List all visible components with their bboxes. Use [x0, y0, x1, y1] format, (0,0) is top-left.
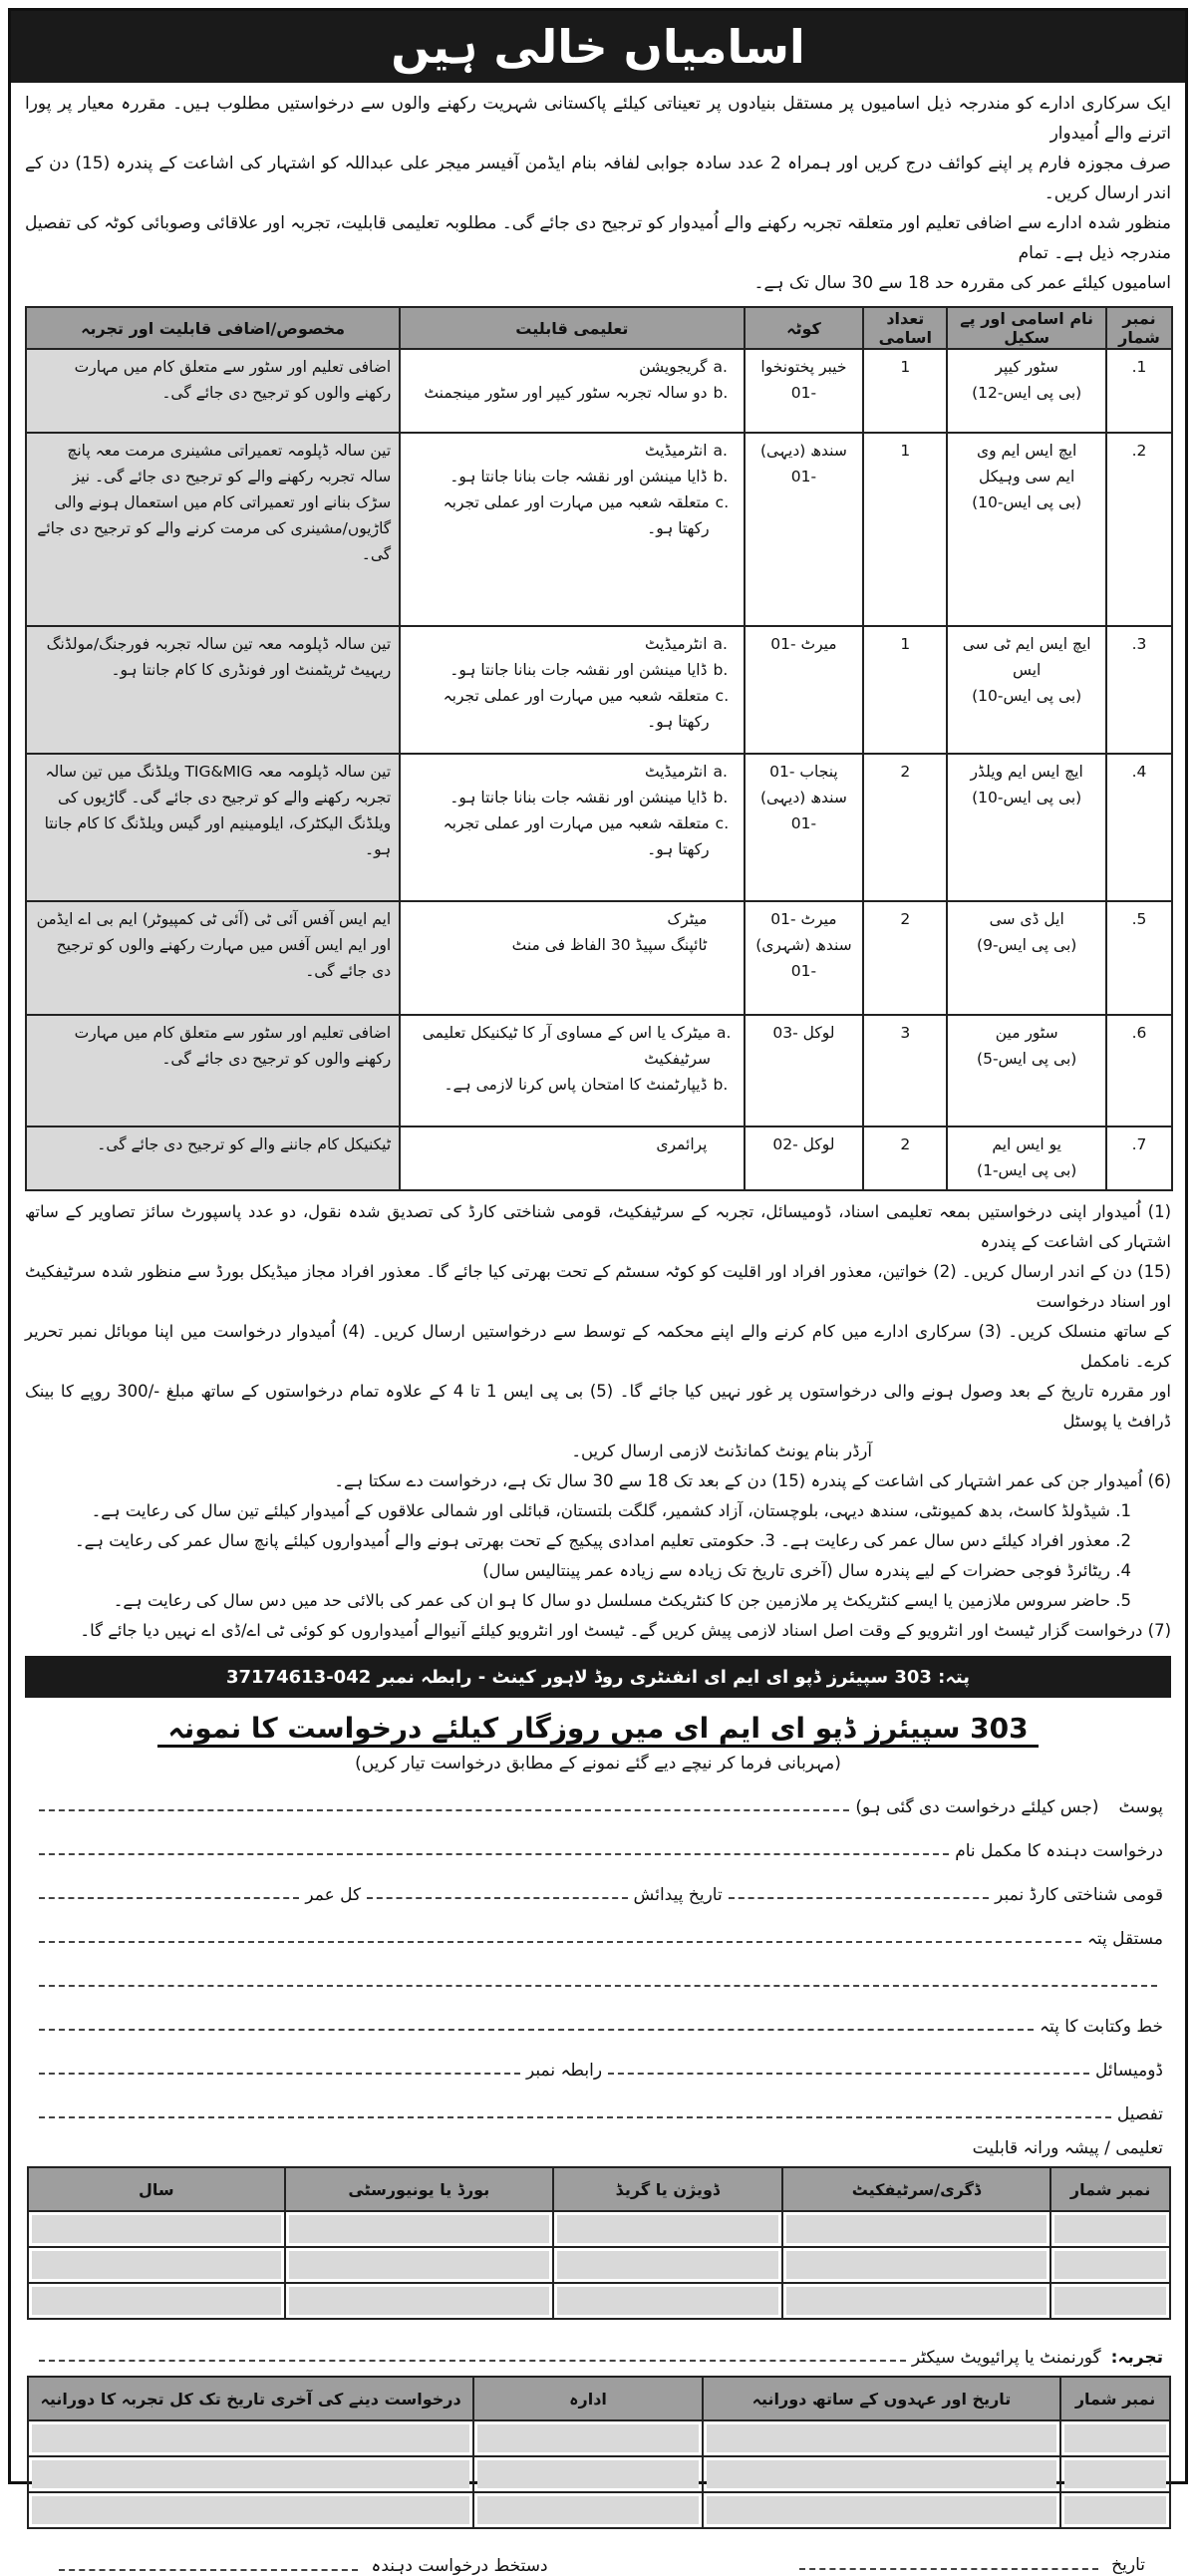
qualification-item — [409, 354, 735, 380]
form-title — [11, 1712, 1185, 1745]
post-line: (بی پی ایس-12) — [972, 384, 1082, 402]
entry-shade — [1054, 2215, 1166, 2243]
intro-text — [11, 83, 1185, 298]
qualification-item — [409, 810, 735, 862]
post-cell — [947, 901, 1106, 1015]
entry-cell[interactable] — [553, 2247, 782, 2283]
item-letter: b. — [713, 789, 729, 806]
post-line: (بی پی ایس-9) — [977, 936, 1077, 954]
serial-cell: 3. — [1106, 626, 1172, 754]
item-letter: b. — [713, 1076, 729, 1094]
entry-cell[interactable] — [28, 2211, 285, 2247]
post-line: سٹور مین — [995, 1024, 1058, 1042]
item-text: دو سالہ تجربہ سٹور کیپر اور سٹور مینجمنٹ — [424, 384, 708, 402]
education-header-row — [28, 2167, 1170, 2211]
education-body — [28, 2211, 1170, 2319]
entry-shade — [477, 2496, 699, 2524]
address-bar — [25, 1656, 1171, 1698]
table-row — [28, 2492, 1170, 2528]
postal-input-line[interactable] — [39, 2029, 1034, 2031]
entry-cell[interactable] — [28, 2420, 473, 2456]
entry-shade — [1064, 2460, 1166, 2488]
item-letter — [714, 906, 736, 932]
permanent-input-line[interactable] — [39, 1941, 1081, 1943]
item-letter: b. — [713, 468, 729, 485]
quota-line: پنجاب -01 — [769, 763, 838, 781]
exp-col-serial: نمبر شمار — [1060, 2377, 1170, 2420]
qualification-cell — [400, 1015, 744, 1127]
qualification-cell — [400, 626, 744, 754]
entry-cell[interactable] — [1050, 2247, 1170, 2283]
item-letter: a. — [713, 442, 728, 460]
qualification-cell — [400, 1127, 744, 1190]
qualification-item — [409, 785, 735, 810]
entry-shade — [32, 2215, 281, 2243]
age-label: کل عمر — [305, 1885, 362, 1905]
edu-col-serial: نمبر شمار — [1050, 2167, 1170, 2211]
domicile-label: ڈومیسائل — [1095, 2061, 1163, 2081]
experience-cell: اضافی تعلیم اور سٹور سے متعلق کام میں مہارت رکھنے والوں کو ترجیح دی جائے گی۔ — [26, 349, 400, 433]
table-row — [26, 433, 1172, 626]
post-line: (بی پی ایس-5) — [977, 1050, 1077, 1068]
signature-input-line[interactable] — [59, 2569, 358, 2571]
permanent-input-line-2[interactable] — [39, 1985, 1157, 1987]
dob-input-line[interactable] — [367, 1897, 627, 1899]
count-cell: 2 — [863, 901, 947, 1015]
table-row — [26, 1127, 1172, 1190]
entry-cell[interactable] — [782, 2283, 1051, 2319]
item-letter: c. — [715, 814, 730, 832]
entry-cell[interactable] — [553, 2211, 782, 2247]
item-text: ڈایا مینشن اور نقشہ جات بنانا جانتا ہو۔ — [449, 468, 708, 485]
entry-cell[interactable] — [1060, 2456, 1170, 2492]
qualification-item — [409, 1072, 735, 1098]
entry-cell[interactable] — [285, 2247, 554, 2283]
qualification-item — [409, 1020, 735, 1072]
count-cell: 2 — [863, 1127, 947, 1190]
cnic-label: قومی شناختی کارڈ نمبر — [995, 1885, 1163, 1905]
experience-cell: تین سالہ ڈپلومہ معہ تین سالہ تجربہ فورجنگ/مولڈنگ ریہیٹ ٹریٹمنٹ اور فونڈری کا کام جانتا ہو۔ — [26, 626, 400, 754]
exp-col-org: ادارہ — [473, 2377, 703, 2420]
qualification-item — [409, 657, 735, 683]
age-relax-item: 5. حاضر سروس ملازمین یا ایسے کنٹریکٹ پر ملازمین جن کا کنٹریکٹ مسلسل دو سال کا ہو ان کی عمر کی بالائی حد میں دس سال کی رعایت ہے۔ — [113, 1591, 1131, 1610]
serial-cell: 2. — [1106, 433, 1172, 626]
quota-line: سندھ (دیہی) -01 — [759, 789, 847, 832]
qualification-item — [409, 380, 735, 406]
post-line: ایل ڈی سی — [989, 910, 1064, 928]
table-row — [26, 754, 1172, 901]
item-text: ڈایا مینشن اور نقشہ جات بنانا جانتا ہو۔ — [449, 661, 708, 679]
edu-col-year: سال — [28, 2167, 285, 2211]
instruction-line: (15) دن کے اندر ارسال کریں۔ (2) خواتین، معذور افراد اور اقلیت کو کوٹہ سسٹم کے تحت بھرتی کیا جائے گا۔ معذور افراد مجاز میڈیکل بورڈ سے منظور شدہ سرٹیفکیٹ اور اسناد درخواست — [25, 1262, 1171, 1311]
post-cell — [947, 1127, 1106, 1190]
exp-col-total: درخواست دینے کی آخری تاریخ تک کل تجربہ کا دورانیہ — [28, 2377, 473, 2420]
item-text: متعلقہ شعبہ میں مہارت اور عملی تجربہ رکھتا ہو۔ — [443, 493, 710, 537]
table-row — [28, 2211, 1170, 2247]
address-text: پتہ: 303 سپیئرز ڈپو ای ایم ای انفنٹری روڈ لاہور کینٹ - رابطہ نمبر 042-37174613 — [225, 1666, 971, 1688]
entry-shade — [1054, 2251, 1166, 2279]
quota-cell — [745, 626, 864, 754]
qualification-item — [409, 489, 735, 541]
quota-cell — [745, 433, 864, 626]
post-line: سٹور کیپر — [995, 358, 1058, 376]
post-line: (بی پی ایس-1) — [977, 1161, 1077, 1179]
qualification-item — [409, 1131, 735, 1157]
post-hint: (جس کیلئے درخواست دی گئی ہو) — [855, 1797, 1099, 1817]
table-row — [26, 901, 1172, 1015]
age-relax-item: 2. معذور افراد کیلئے دس سال عمر کی رعایت ہے۔ 3. حکومتی تعلیم امدادی پیکیج کے تحت بھرتی ہونے والے اُمیدواروں کیلئے پانچ سال عمر کی رعایت ہے۔ — [74, 1531, 1131, 1550]
experience-cell: اضافی تعلیم اور سٹور سے متعلق کام میں مہارت رکھنے والوں کو ترجیح دی جائے گی۔ — [26, 1015, 400, 1127]
field-blank — [11, 1949, 1185, 1993]
entry-shade — [1064, 2496, 1166, 2524]
quota-line: سندھ (شہری) -01 — [755, 936, 852, 980]
quota-line: میرٹ -01 — [770, 635, 837, 653]
vacancies-table — [25, 306, 1173, 1191]
item-text: گریجویشن — [639, 358, 708, 376]
experience-label: تجربہ: — [1110, 2348, 1163, 2368]
entry-cell[interactable] — [782, 2211, 1051, 2247]
entry-shade — [557, 2215, 778, 2243]
age-note: (6) اُمیدوار جن کی عمر اشتہار کی اشاعت کے پندرہ (15) دن کے بعد تک 18 سے 30 سال تک ہے، درخواست دے سکتا ہے۔ — [334, 1471, 1171, 1490]
entry-shade — [289, 2251, 550, 2279]
post-line: (بی پی ایس-10) — [972, 789, 1082, 806]
experience-sector: گورنمنٹ یا پرائیویٹ سیکٹر — [911, 2348, 1101, 2368]
entry-shade — [1054, 2287, 1166, 2315]
education-table — [27, 2166, 1171, 2320]
field-domicile-row — [11, 2037, 1185, 2081]
entry-cell[interactable] — [28, 2247, 285, 2283]
post-cell — [947, 754, 1106, 901]
quota-line: سندھ (دیہی) -01 — [759, 442, 847, 485]
banner-title: اسامیاں خالی ہیں — [391, 20, 805, 74]
post-line: (بی پی ایس-10) — [972, 687, 1082, 705]
serial-cell: 7. — [1106, 1127, 1172, 1190]
field-permanent — [11, 1905, 1185, 1949]
entry-shade — [1064, 2424, 1166, 2452]
test-note: (7) درخواست گزار ٹیسٹ اور انٹرویو کے وقت اصل اسناد لازمی پیش کریں گے۔ ٹیسٹ اور انٹرویو کیلئے آنیوالے اُمیدواروں کو کوئی ٹی اے/ڈی اے نہیں دیا جائے گا۔ — [80, 1621, 1171, 1640]
col-experience: مخصوص/اضافی قابلیت اور تجربہ — [26, 307, 400, 349]
item-text: ٹائپنگ سپیڈ 30 الفاظ فی منٹ — [511, 936, 708, 954]
entry-shade — [477, 2424, 699, 2452]
experience-cell: تین سالہ ڈپلومہ معہ TIG&MIG ویلڈنگ میں تین سالہ تجربہ رکھنے والے کو ترجیح دی جائے گی۔ گاڑیوں کی ویلڈنگ الیکٹرک، ایلومینیم اور گیس ویلڈنگ کا کام جانتا ہو۔ — [26, 754, 400, 901]
entry-cell[interactable] — [1060, 2420, 1170, 2456]
post-line: ایچ ایس ایم ٹی سی ایس — [962, 635, 1091, 679]
exp-col-period: تاریخ اور عہدوں کے ساتھ دورانیہ — [703, 2377, 1060, 2420]
table-row — [28, 2420, 1170, 2456]
entry-shade — [32, 2287, 281, 2315]
entry-cell[interactable] — [473, 2456, 703, 2492]
table-row — [26, 349, 1172, 433]
entry-shade — [289, 2287, 550, 2315]
experience-sector-line[interactable] — [39, 2360, 906, 2362]
edu-col-division: ڈویژن یا گریڈ — [553, 2167, 782, 2211]
entry-shade — [32, 2251, 281, 2279]
item-text: انٹرمیڈیٹ — [645, 442, 708, 460]
age-input-line[interactable] — [39, 1897, 299, 1899]
entry-shade — [786, 2251, 1047, 2279]
field-name — [11, 1817, 1185, 1861]
quota-line: لوکل -02 — [772, 1135, 835, 1153]
entry-cell[interactable] — [703, 2420, 1060, 2456]
details-label: تفصیل — [1116, 2104, 1163, 2124]
quota-cell — [745, 901, 864, 1015]
col-post: نام اسامی اور پے سکیل — [947, 307, 1106, 349]
age-relax-item: 4. ریٹائرڈ فوجی حضرات کے لیے پندرہ سال (آخری تاریخ تک زیادہ سے زیادہ عمر پینتالیس سال) — [482, 1561, 1131, 1580]
serial-cell: 4. — [1106, 754, 1172, 901]
post-line: ایچ ایس ایم وی — [977, 442, 1077, 460]
entry-cell[interactable] — [703, 2456, 1060, 2492]
experience-cell: ٹیکنیکل کام جاننے والے کو ترجیح دی جائے گی۔ — [26, 1127, 400, 1190]
table-header-row — [26, 307, 1172, 349]
entry-shade — [477, 2460, 699, 2488]
entry-shade — [557, 2287, 778, 2315]
count-cell: 3 — [863, 1015, 947, 1127]
qualification-label: تعلیمی / پیشہ ورانہ قابلیت — [972, 2138, 1163, 2158]
post-line: (بی پی ایس-10) — [972, 493, 1082, 511]
dob-label: تاریخ پیدائش — [633, 1885, 723, 1905]
post-input-line[interactable] — [39, 1809, 849, 1811]
entry-cell[interactable] — [1050, 2283, 1170, 2319]
qualification-item — [409, 906, 735, 932]
serial-cell: 6. — [1106, 1015, 1172, 1127]
entry-cell[interactable] — [553, 2283, 782, 2319]
permanent-label: مستقل پتہ — [1086, 1929, 1163, 1949]
intro-line: صرف مجوزہ فارم پر اپنے کوائف درج کریں اور ہمراہ 2 عدد سادہ جوابی لفافہ بنام ایڈمن آفیسر میجر علی عبداللہ کو اشتہار کی اشاعت کے پندرہ (15) دن کے اندر ارسال کریں۔ — [25, 154, 1171, 203]
field-qualification — [11, 2124, 1185, 2158]
item-text: انٹرمیڈیٹ — [645, 763, 708, 781]
col-serial: نمبر شمار — [1106, 307, 1172, 349]
form-title-text: 303 سپیئرز ڈپو ای ایم ای میں روزگار کیلئے درخواست کا نمونہ — [157, 1712, 1038, 1748]
experience-cell: ایم ایس آفس آئی ٹی (آئی ٹی کمپیوٹر) ایم بی اے ایڈمن اور ایم ایس آفس میں مہارت رکھنے والوں کو ترجیح دی جائے گی۔ — [26, 901, 400, 1015]
entry-shade — [786, 2215, 1047, 2243]
experience-cell: تین سالہ ڈپلومہ تعمیراتی مشینری مرمت معہ پانچ سالہ تجربہ رکھنے والے کو ترجیح دی جائے گی۔ نیز سڑک بنانے اور تعمیراتی کام میں استعمال ہونے والی گاڑیوں/مشینری کی مرمت کرنے والے کو ترجیح دی جائے گی۔ — [26, 433, 400, 626]
entry-cell[interactable] — [285, 2283, 554, 2319]
table-row — [26, 626, 1172, 754]
post-line: یو ایس ایم — [992, 1135, 1061, 1153]
age-relax-item: 1. شیڈولڈ کاسٹ، بدھ کمیونٹی، سندھ دیہی، بلوچستان، آزاد کشمیر، گلگت بلتستان، قبائلی اور شمالی علاقوں کے اُمیدوار کیلئے تین سال کی رعایت ہے۔ — [91, 1501, 1131, 1520]
item-letter: a. — [717, 1024, 732, 1042]
entry-cell[interactable] — [1060, 2492, 1170, 2528]
count-cell: 2 — [863, 754, 947, 901]
entry-shade — [786, 2287, 1047, 2315]
qualification-item — [409, 631, 735, 657]
item-text: متعلقہ شعبہ میں مہارت اور عملی تجربہ رکھتا ہو۔ — [443, 687, 710, 731]
table-row — [28, 2247, 1170, 2283]
field-post — [11, 1773, 1185, 1817]
table-row — [28, 2456, 1170, 2492]
entry-cell[interactable] — [28, 2492, 473, 2528]
contact-input-line[interactable] — [39, 2073, 520, 2075]
postal-label: خط وکتابت کا پتہ — [1040, 2017, 1163, 2037]
post-cell — [947, 626, 1106, 754]
cnic-input-line[interactable] — [729, 1897, 989, 1899]
details-input-line[interactable] — [39, 2116, 1111, 2118]
qualification-item — [409, 464, 735, 489]
entry-cell[interactable] — [28, 2283, 285, 2319]
quota-cell — [745, 1015, 864, 1127]
entry-cell[interactable] — [285, 2211, 554, 2247]
qualification-cell — [400, 754, 744, 901]
entry-shade — [32, 2496, 469, 2524]
item-letter: a. — [713, 358, 728, 376]
experience-heading — [11, 2328, 1185, 2368]
qualification-cell — [400, 901, 744, 1015]
item-letter: c. — [715, 493, 730, 511]
instruction-line: (1) اُمیدوار اپنی درخواستیں بمعہ تعلیمی اسناد، ڈومیسائل، تجربہ کے سرٹیفکیٹ، قومی شناختی کارڈ کی تصدیق شدہ نقول، دو عدد پاسپورٹ سائز تصاویر کے ساتھ اشتہار کی اشاعت کے پندرہ — [25, 1202, 1171, 1251]
item-letter: c. — [715, 687, 730, 705]
quota-line: لوکل -03 — [772, 1024, 835, 1042]
date-field — [791, 2555, 1145, 2576]
post-cell — [947, 349, 1106, 433]
item-text: متعلقہ شعبہ میں مہارت اور عملی تجربہ رکھتا ہو۔ — [443, 814, 710, 858]
table-row — [28, 2283, 1170, 2319]
name-label: درخواست دہندہ کا مکمل نام — [955, 1841, 1163, 1861]
vacancies-body — [26, 349, 1172, 1190]
contact-label: رابطہ نمبر — [525, 2061, 603, 2081]
quota-line: خیبر پختونخوا -01 — [760, 358, 847, 402]
advertisement-page — [8, 8, 1188, 2576]
entry-shade — [707, 2460, 1056, 2488]
experience-table — [27, 2376, 1171, 2529]
qualification-item — [409, 759, 735, 785]
quota-line: میرٹ -01 — [770, 910, 837, 928]
col-quota: کوٹہ — [745, 307, 864, 349]
instruction-line: آرڈر بنام یونٹ کمانڈنٹ لازمی ارسال کریں۔ — [571, 1442, 872, 1460]
col-qualification: تعلیمی قابلیت — [400, 307, 744, 349]
intro-line: اسامیوں کیلئے عمر کی مقررہ حد 18 سے 30 سال تک ہے۔ — [753, 273, 1171, 293]
qualification-cell — [400, 349, 744, 433]
form-subtitle: (مہربانی فرما کر نیچے دیے گئے نمونے کے مطابق درخواست تیار کریں) — [355, 1754, 841, 1773]
entry-shade — [557, 2251, 778, 2279]
date-label: تاریخ — [1111, 2555, 1145, 2575]
item-letter: a. — [713, 635, 728, 653]
field-postal — [11, 1993, 1185, 2037]
signature-field — [51, 2555, 548, 2576]
item-text: انٹرمیڈیٹ — [645, 635, 708, 653]
domicile-input-line[interactable] — [608, 2073, 1089, 2075]
count-cell: 1 — [863, 349, 947, 433]
entry-shade — [289, 2215, 550, 2243]
instruction-line: کے ساتھ منسلک کریں۔ (3) سرکاری ادارے میں کام کرنے والے اپنے محکمہ کے توسط سے درخواستیں ارسال کریں۔ (4) اُمیدوار درخواست میں اپنا موبائل نمبر تحریر کرے۔ نامکمل — [25, 1322, 1172, 1371]
col-count: تعداد اسامی — [863, 307, 947, 349]
intro-line: ایک سرکاری ادارے کو مندرجہ ذیل اسامیوں پر مستقل بنیادوں پر تعیناتی کیلئے پاکستانی شہریت رکھنے والوں سے درخواستیں مطلوب ہیں۔ مقررہ معیار پر پورا اترنے والے اُمیدوار — [25, 94, 1171, 144]
count-cell: 1 — [863, 433, 947, 626]
quota-cell — [745, 754, 864, 901]
item-text: پرائمری — [656, 1135, 708, 1153]
name-input-line[interactable] — [39, 1853, 949, 1855]
item-letter: b. — [713, 661, 729, 679]
instruction-line: اور مقررہ تاریخ کے بعد وصول ہونے والی درخواستوں پر غور نہیں کیا جائے گا۔ (5) بی پی ایس 1 تا 4 کے علاوہ تمام درخواستوں کے ساتھ مبلغ -/300 روپے کا بینک ڈرافٹ یا پوسٹل — [25, 1382, 1171, 1431]
entry-shade — [707, 2424, 1056, 2452]
entry-cell[interactable] — [28, 2456, 473, 2492]
post-line: ایچ ایس ایم ویلڈر — [970, 763, 1083, 781]
post-line: ایم سی وہیکل — [979, 468, 1075, 485]
date-input-line[interactable] — [799, 2568, 1098, 2570]
experience-header-row — [28, 2377, 1170, 2420]
field-details — [11, 2081, 1185, 2124]
entry-cell[interactable] — [782, 2247, 1051, 2283]
table-row — [26, 1015, 1172, 1127]
qualification-cell — [400, 433, 744, 626]
count-cell: 1 — [863, 626, 947, 754]
quota-cell — [745, 349, 864, 433]
entry-cell[interactable] — [703, 2492, 1060, 2528]
signature-row — [11, 2555, 1185, 2576]
serial-cell: 1. — [1106, 349, 1172, 433]
serial-cell: 5. — [1106, 901, 1172, 1015]
edu-col-board: بورڈ یا یونیورسٹی — [285, 2167, 554, 2211]
quota-cell — [745, 1127, 864, 1190]
item-text: میٹرک — [667, 910, 708, 928]
entry-cell[interactable] — [473, 2420, 703, 2456]
entry-shade — [32, 2460, 469, 2488]
qualification-item — [409, 932, 735, 958]
item-letter: b. — [713, 384, 729, 402]
item-letter — [714, 1131, 736, 1157]
post-cell — [947, 1015, 1106, 1127]
qualification-item — [409, 683, 735, 735]
signature-label: دستخط درخواست دہندہ — [371, 2556, 548, 2576]
item-text: میٹرک یا اس کے مساوی آر کا ٹیکنیکل تعلیمی سرٹیفکیٹ — [422, 1024, 712, 1068]
entry-shade — [32, 2424, 469, 2452]
item-text: ڈیپارٹمنٹ کا امتحان پاس کرنا لازمی ہے۔ — [444, 1076, 708, 1094]
field-cnic-row — [11, 1861, 1185, 1905]
entry-cell[interactable] — [473, 2492, 703, 2528]
qualification-item — [409, 438, 735, 464]
entry-cell[interactable] — [1050, 2211, 1170, 2247]
item-text: ڈایا مینشن اور نقشہ جات بنانا جانتا ہو۔ — [449, 789, 708, 806]
edu-col-degree: ڈگری/سرٹیفکیٹ — [782, 2167, 1051, 2211]
item-letter — [714, 932, 736, 958]
post-label: پوسٹ — [1118, 1797, 1163, 1817]
item-letter: a. — [713, 763, 728, 781]
vacancies-banner — [11, 11, 1185, 83]
intro-line: منظور شدہ ادارے سے اضافی تعلیم اور متعلقہ تجربہ رکھنے والے اُمیدوار کو ترجیح دی جائے گی۔ مطلوبہ تعلیمی قابلیت، تجربہ اور علاقائی وصوبائی کوٹہ کی تفصیل مندرجہ ذیل ہے۔ تمام — [25, 213, 1171, 263]
post-cell — [947, 433, 1106, 626]
entry-shade — [707, 2496, 1056, 2524]
experience-body — [28, 2420, 1170, 2528]
instructions — [11, 1191, 1185, 1646]
